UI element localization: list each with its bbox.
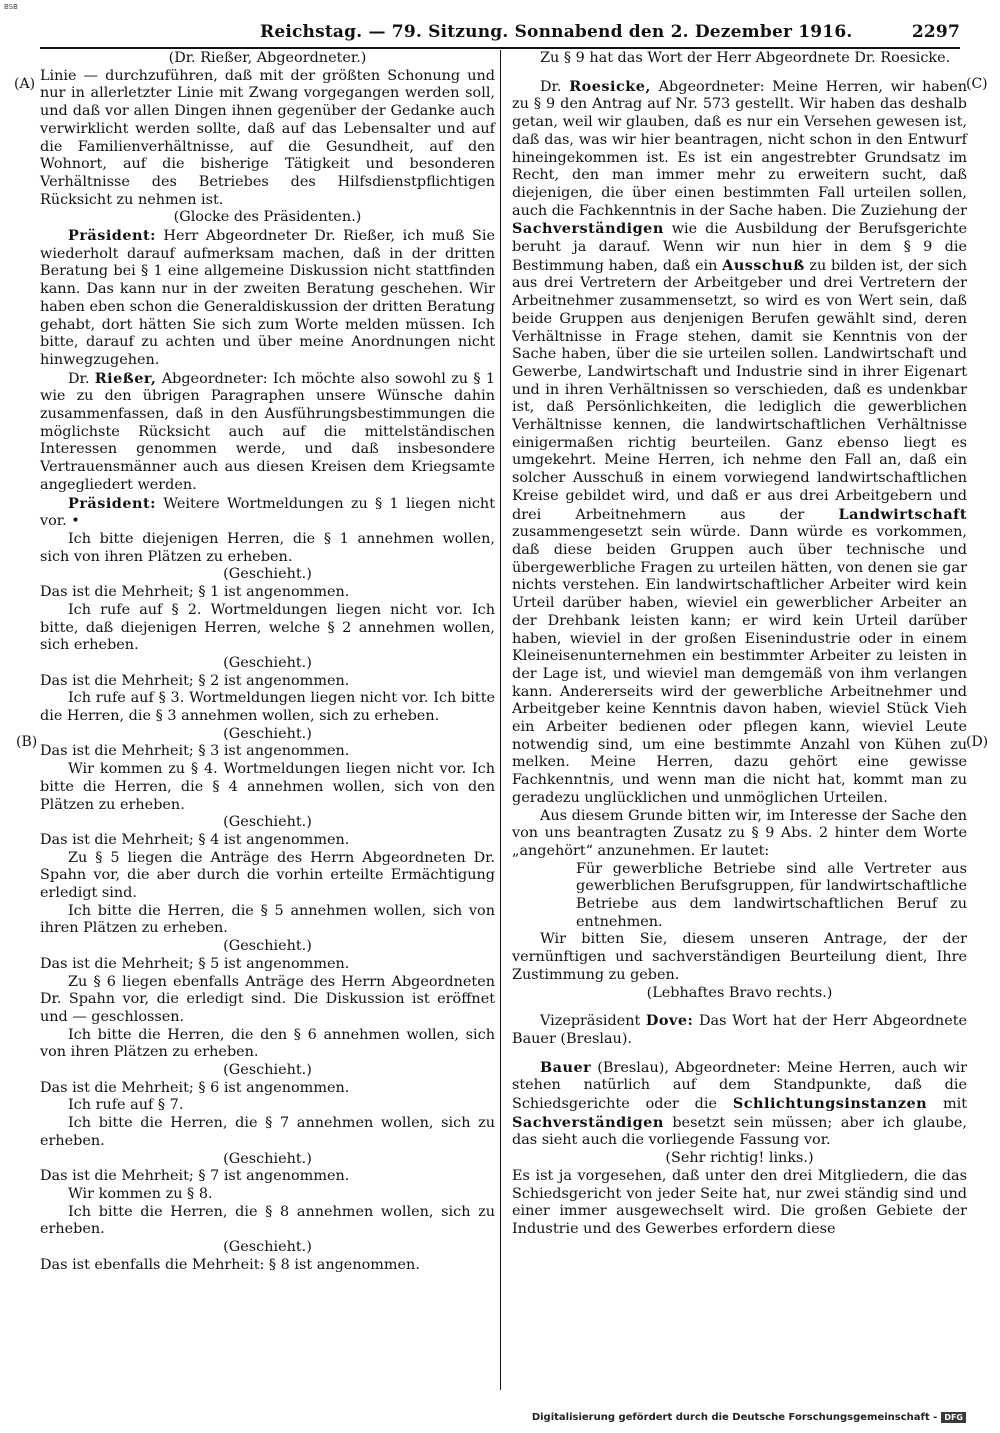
paragraph: Ich rufe auf § 7. bbox=[68, 1097, 184, 1114]
emphasis-term: Ausschuß bbox=[722, 256, 805, 274]
paragraph-text: Weitere Wortmeldungen zu § 1 liegen nicht vor. bbox=[40, 495, 495, 530]
margin-letter-a: (A) bbox=[14, 76, 36, 92]
stage-direction: (Lebhaftes Bravo rechts.) bbox=[646, 984, 833, 1001]
paragraph-text: Abgeordneter: Ich möchte also sowohl zu § 1 wie zu den übrigen Paragraphen unsere Wünsche dahin zusammenfassen, daß in den Ausführungsbestimmungen die möglichste Rücksicht auch auf die mittelständischen Interessen genommen werde, und daß insbesondere Vertrauensmänner auch aus diesen Kreisen dem Kriegsamte angegliedert werden. bbox=[40, 370, 495, 493]
paragraph-text: Das Wort hat der Herr Abgeordnete Bauer (Breslau). bbox=[512, 1013, 968, 1047]
paragraph-text: zu bilden ist, der sich aus drei Vertretern der Arbeitgeber und drei Vertretern der Arbeitnehmer zusammensetzt, so wird es von Wert sein, daß beide Gruppen aus denjenigen Berufen gewählt sind, deren Verhältnisse in Frage stehen, damit sie Kenntnis von der Sache haben, über die sie urteilen sollen. Landwirtschaft und Gewerbe, Landwirtschaft und Industrie sind in ihrer Eigenart und in ihren Verhältnissen so verschieden, daß es undenkbar ist, daß Persönlichkeiten, die lediglich die gewerblichen Verhältnisse kennen, die landwirtschaftlichen Verhältnisse einigermaßen richtig beurteilen. Ganz ebenso liegt es umgekehrt. Meine Herren, ich nehme den Fall an, daß ein solcher Ausschuß in einem vorwiegend landwirtschaftlichen Kreise gebildet wird, und daß er aus drei Arbeitgebern und drei Arbeitnehmern aus der bbox=[512, 257, 967, 523]
paragraph: Linie — durchzuführen, daß mit der größten Schonung und nur in allerletzter Linie mit Zwang vorgegangen werden soll, und daß vor allen Dingen ihnen gegenüber der Gedanke auch verwirklicht werden sollte, daß auf das Lebensalter und auf die Familienverhältnisse, auf die Gesundheit, auf den Wohnort, auf die bisherige Tätigkeit und besonderen Verhältnisse des Betriebes des Hilfsdienstpflichtigen Rücksicht zu nehmen ist. bbox=[40, 67, 495, 208]
left-column bbox=[40, 50, 495, 1275]
footer bbox=[532, 1412, 966, 1423]
stage-direction: (Glocke des Präsidenten.) bbox=[173, 209, 362, 226]
margin-letter-d: (D) bbox=[966, 734, 989, 750]
dfg-logo: DFG bbox=[941, 1412, 966, 1423]
paragraph bbox=[512, 78, 967, 808]
speaker-riesser: Rießer, bbox=[94, 369, 157, 387]
header-title: Reichstag. — 79. Sitzung. Sonnabend den 2. Dezember 1916. bbox=[260, 22, 853, 42]
paragraph bbox=[40, 227, 495, 370]
paragraph-text: (Breslau), Abgeordneter: Meine Herren, auch wir stehen natürlich auf dem Standpunkte, daß die Schiedsgerichte oder die bbox=[512, 1059, 967, 1113]
paragraph: Das ist die Mehrheit; § 4 ist angenommen. bbox=[40, 831, 350, 848]
stage-direction: (Geschieht.) bbox=[223, 725, 312, 742]
paragraph: Wir bitten Sie, diesem unseren Antrage, der der vernünftigen und sachverständigen Beurteilung dient, Ihre Zustimmung zu geben. bbox=[512, 931, 967, 983]
speaker-bauer: Bauer bbox=[540, 1058, 592, 1076]
paragraph: Ich bitte diejenigen Herren, die § 1 annehmen wollen, sich von ihren Plätzen zu erheben. bbox=[40, 530, 495, 565]
page-header bbox=[40, 22, 960, 48]
right-column bbox=[512, 50, 967, 1239]
stage-direction: (Geschieht.) bbox=[223, 938, 312, 955]
speaker-praesident: Präsident: bbox=[68, 227, 156, 245]
speaker-title: Dr. bbox=[540, 78, 562, 95]
paragraph: Ich bitte die Herren, die § 7 annehmen wollen, sich zu erheben. bbox=[40, 1115, 495, 1149]
paragraph-text: zusammengesetzt sein würde. Dann würde es vorkommen, daß diese beiden Gruppen auch über technische und übergewerbliche Fragen zu urteilen hätten, von denen sie gar nichts verstehen. Ein landwirtschaftlicher Arbeiter wird kein Urteil darüber haben, wieviel ein gewerblicher Arbeiter an der Drehbank leisten kann; er wird kein Urteil darüber haben, wieviel in der großen Eisenindustrie oder in einem Kleineisenunternehmen ein bestimmter Arbeiter zu leisten in der Lage ist, und wieviel man demgemäß von ihm verlangen kann. Andererseits wird der gewerbliche Arbeitnehmer und Arbeitgeber keine Kenntnis davon haben, wieviel Stück Vieh ein Arbeiter bedienen oder pflegen kann, wieviel Leute notwendig sind, um eine bestimmte Anzahl von Kühen zu melken. Meine Herren, dazu gehört eine gewisse Fachkenntnis, und wenn man die nicht hat, kommt man zu geradezu unglücklichen und unmöglichen Urteilen. bbox=[512, 524, 967, 806]
speaker-dove: Dove: bbox=[645, 1012, 694, 1030]
paragraph: Zu § 5 liegen die Anträge des Herrn Abgeordneten Dr. Spahn vor, die aber durch die vorhin erteilte Ermächtigung erledigt sind. bbox=[40, 849, 495, 902]
header-rule bbox=[40, 47, 960, 49]
paragraph bbox=[512, 1059, 967, 1151]
margin-letter-b: (B) bbox=[16, 734, 38, 750]
paragraph-text: mit bbox=[942, 1096, 968, 1113]
paragraph: Ich rufe auf § 2. Wortmeldungen liegen nicht vor. Ich bitte, daß diejenigen Herren, welche § 2 annehmen wollen, sich erheben. bbox=[40, 601, 495, 654]
page-number: 2297 bbox=[911, 22, 960, 42]
paragraph: Das ist die Mehrheit; § 1 ist angenommen. bbox=[40, 584, 350, 601]
paragraph: Wir kommen zu § 8. bbox=[68, 1186, 213, 1202]
speaker-roesicke: Roesicke, bbox=[569, 77, 651, 95]
margin-letter-c: (C) bbox=[966, 76, 988, 92]
paragraph-text: wie die Ausbildung der Berufsgerichte beruht ja darauf. Wenn wir nun hier in dem § 9 die Bestimmung haben, daß ein bbox=[512, 221, 967, 274]
emphasis-term: Sachverständigen bbox=[512, 1113, 664, 1131]
emphasis-term: Sachverständigen bbox=[512, 220, 664, 238]
paragraph: Wir kommen zu § 4. Wortmeldungen liegen nicht vor. Ich bitte die Herren, die § 4 annehmen wollen, sich von den Plätzen zu erheben. bbox=[40, 761, 495, 813]
emphasis-term: Landwirtschaft bbox=[838, 505, 967, 523]
paragraph: Zu § 6 liegen ebenfalls Anträge des Herrn Abgeordneten Dr. Spahn vor, die erledigt sind. Die Diskussion ist eröffnet und — geschlossen. bbox=[40, 973, 495, 1025]
paragraph-text: Herr Abgeordneter Dr. Rießer, ich muß Sie wiederholt darauf aufmerksam machen, daß in der dritten Beratung bei § 1 eine allgemeine Diskussion nicht stattfinden kann. Das kann nur in der zweiten Beratung geschehen. Wir haben eben schon die Generaldiskussion der dritten Beratung gehabt, dort hätten Sie sich zum Worte melden müssen. Ich bitte, darauf zu achten und über meine Anordnungen nicht hinwegzugehen. bbox=[40, 228, 495, 368]
paragraph: Das ist ebenfalls die Mehrheit: § 8 ist angenommen. bbox=[40, 1256, 420, 1273]
paragraph bbox=[40, 495, 495, 531]
paragraph: Es ist ja vorgesehen, daß unter den drei Mitgliedern, die das Schiedsgericht von jeder Seite hat, nur zwei ständig sind und einer immer ausgewechselt wird. Die großen Gebiete der Industrie und des Gewerbes erfordern diese bbox=[512, 1167, 967, 1237]
paragraph: Das ist die Mehrheit; § 3 ist angenommen. bbox=[40, 743, 350, 760]
emphasis-term: Schlichtungsinstanzen bbox=[732, 1095, 928, 1113]
paragraph: Aus diesem Grunde bitten wir, im Interesse der Sache den von uns beantragten Zusatz zu § 9 Abs. 2 hinter dem Worte „angehört“ anzunehmen. Er lautet: bbox=[512, 807, 967, 859]
stage-direction: (Geschieht.) bbox=[223, 1239, 312, 1256]
paragraph: Das ist die Mehrheit; § 2 ist angenommen. bbox=[40, 672, 350, 689]
paragraph bbox=[40, 370, 495, 495]
speaker-vize-title: Vizepräsident bbox=[540, 1013, 641, 1030]
paragraph-text: Abgeordneter: Meine Herren, wir haben zu § 9 den Antrag auf Nr. 573 gestellt. Wir haben das deshalb getan, weil wir glauben, daß es nur ein Versehen gewesen ist, daß das, was wir hier beantragen, nicht schon in den Entwurf hineingekommen ist. Es ist ein angestrebter Grundsatz im Recht, den man immer mehr zu erweitern sucht, daß diejenigen, die über einen bestimmten Fall urteilen sollen, auch die Fachkenntnis in der Sache haben. Die Zuziehung der bbox=[512, 78, 968, 219]
footer-text: Digitalisierung gefördert durch die Deutsche Forschungsgemeinschaft - bbox=[531, 1412, 938, 1423]
paragraph: Ich bitte die Herren, die den § 6 annehmen wollen, sich von ihren Plätzen zu erheben. bbox=[40, 1026, 495, 1061]
paragraph: Das ist die Mehrheit; § 5 ist angenommen. bbox=[40, 955, 350, 972]
bullet-mark: • bbox=[71, 513, 80, 530]
paragraph: Ich bitte die Herren, die § 8 annehmen wollen, sich zu erheben. bbox=[40, 1203, 495, 1238]
stage-direction: (Geschieht.) bbox=[223, 1150, 312, 1167]
paragraph: Ich bitte die Herren, die § 5 annehmen wollen, sich von ihren Plätzen zu erheben. bbox=[40, 902, 495, 937]
library-mark: BSB bbox=[4, 3, 18, 11]
stage-direction: (Geschieht.) bbox=[223, 1062, 312, 1079]
stage-direction: (Geschieht.) bbox=[223, 566, 312, 583]
stage-direction: (Geschieht.) bbox=[223, 654, 312, 671]
paragraph: Zu § 9 hat das Wort der Herr Abgeordnete Dr. Roesicke. bbox=[540, 50, 951, 66]
paragraph: Ich rufe auf § 3. Wortmeldungen liegen nicht vor. Ich bitte die Herren, die § 3 annehmen wollen, sich zu erheben. bbox=[40, 690, 495, 725]
quoted-motion: Für gewerbliche Betriebe sind alle Vertreter aus gewerblichen Berufsgruppen, für landwirtschaftliche Betriebe aus dem landwirtschaftlichen Beruf zu entnehmen. bbox=[576, 860, 967, 930]
speaker-title: Dr. bbox=[68, 370, 90, 387]
paragraph bbox=[512, 1012, 967, 1048]
column-divider bbox=[500, 50, 501, 1390]
paragraph: Das ist die Mehrheit; § 7 ist angenommen. bbox=[40, 1168, 350, 1185]
paragraph: Das ist die Mehrheit; § 6 ist angenommen. bbox=[40, 1079, 350, 1096]
paragraph-text: besetzt sein müssen; aber ich glaube, das sieht auch die vorliegende Fassung vor. bbox=[512, 1114, 967, 1149]
speaker-praesident: Präsident: bbox=[68, 494, 156, 512]
speaker-continuation: (Dr. Rießer, Abgeordneter.) bbox=[168, 50, 367, 66]
stage-direction: (Sehr richtig! links.) bbox=[665, 1150, 814, 1167]
stage-direction: (Geschieht.) bbox=[223, 814, 312, 831]
